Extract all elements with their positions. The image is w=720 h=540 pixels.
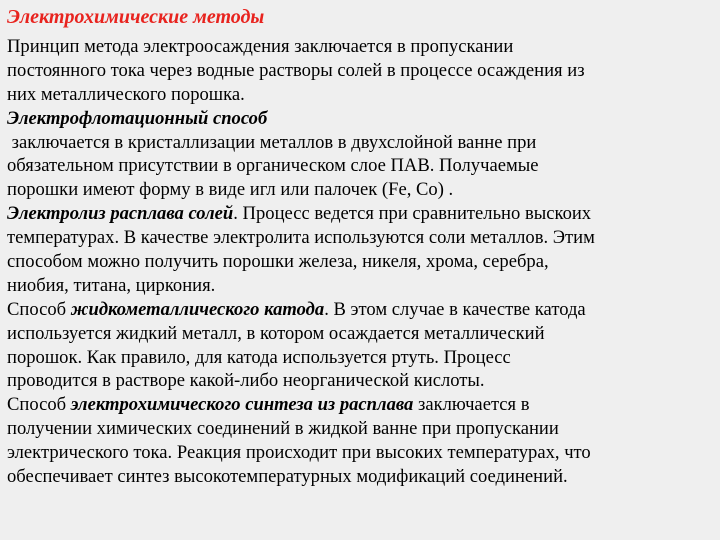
text-line: порошки имеют форму в виде игл или палочек (Fe, Co) . [7,179,454,201]
text-fragment: Способ [7,298,71,320]
text-line: обеспечивает синтез высокотемпературных модификаций соединений. [7,466,568,488]
text-line-electrolysis [7,202,717,226]
text-line: ниобия, титана, циркония. [7,274,216,296]
text-line: них металлического порошка. [7,83,245,105]
text-fragment: заключается в [413,394,530,416]
slide-title: Электрохимические методы [7,6,265,28]
text-line: температурах. В качестве электролита используются соли металлов. Этим [7,227,595,249]
text-line-liquid-metal-cathode [7,298,717,322]
text-line: постоянного тока через водные растворы солей в процессе осаждения из [7,59,585,81]
text-line: проводится в растворе какой-либо неорганической кислоты. [7,370,485,392]
text-line-melt-synthesis [7,393,717,417]
text-line: Принцип метода электроосаждения заключается в пропускании [7,36,514,57]
slide-body [7,35,717,489]
text-line: получении химических соединений в жидкой ванне при пропускании [7,418,559,440]
text-line: порошок. Как правило, для катода используется ртуть. Процесс [7,346,511,368]
text-fragment: . В этом случае в качестве катода [324,298,586,320]
subheading-electroflotation: Электрофлотационный способ [7,107,268,129]
text-fragment: . Процесс ведется при сравнительно выскоих [233,203,592,225]
text-line: используется жидкий металл, в котором осаждается металлический [7,322,545,344]
text-line: заключается в кристаллизации металлов в двухслойной ванне при [7,131,537,153]
text-line: обязательном присутствии в органическом слое ПАВ. Получаемые [7,155,539,177]
text-line: способом можно получить порошки железа, никеля, хрома, серебра, [7,251,549,273]
text-fragment: Способ [7,394,71,416]
term-electrolysis: Электролиз расплава солей [7,203,234,225]
term-melt-synthesis: электрохимического синтеза из расплава [70,394,414,416]
term-liquid-metal-cathode: жидкометаллического катода [70,298,325,320]
text-line: электрического тока. Реакция происходит при высоких температурах, что [7,442,591,464]
